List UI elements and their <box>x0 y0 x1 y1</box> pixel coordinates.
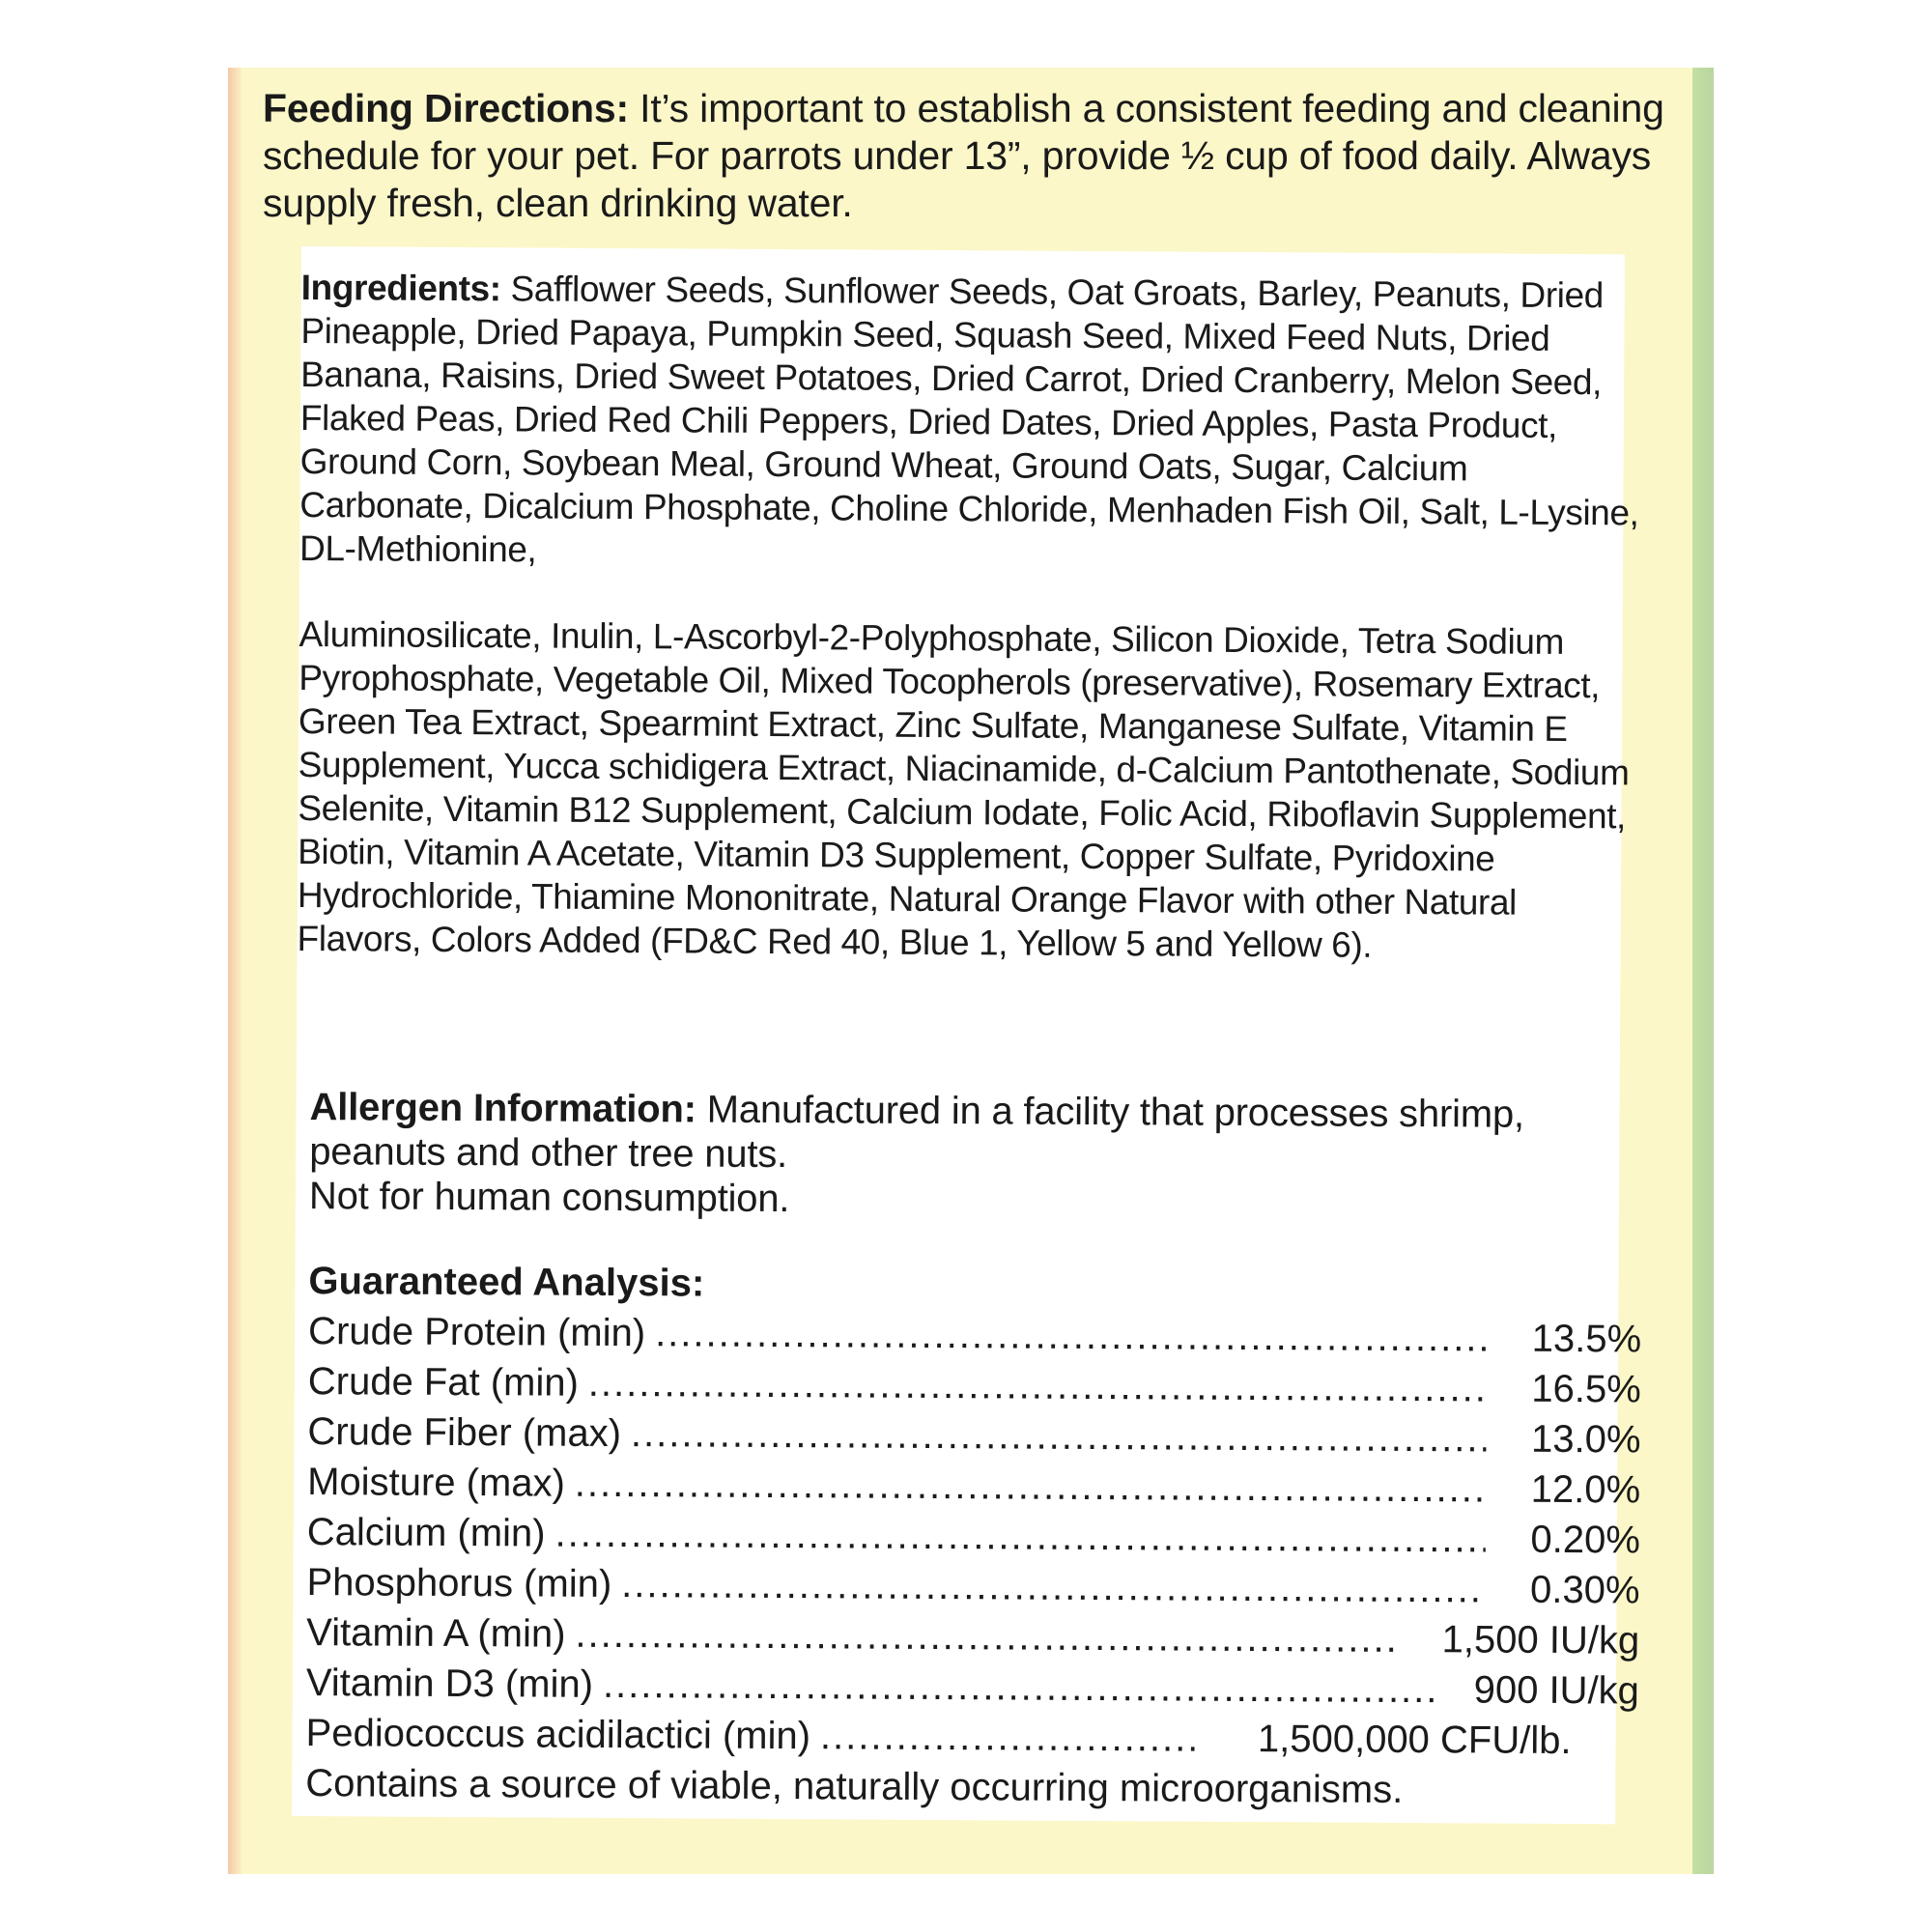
analysis-row <box>305 1708 1571 1766</box>
allergen-section <box>309 1085 1566 1226</box>
analysis-value: 0.20% <box>1530 1518 1640 1562</box>
ingredients-text-1: Safflower Seeds, Sunflower Seeds, Oat Groats, Barley, Peanuts, Dried Pineapple, Dried Papaya, Pumpkin Seed, Squash Seed, Mixed Feed Nuts, Dried Banana, Raisins, Dried Sweet Potatoes, Dried Carrot, Dried Cranberry, Melon Seed, Flaked Peas, Dried Red Chili Peppers, Dried Dates, Dried Apples, Pasta Product, Ground Corn, Soybean Meal, Ground Wheat, Ground Oats, Sugar, Calcium Carbonate, Dicalcium Phosphate, Choline Chloride, Menhaden Fish Oil, Salt, L-Lysine, DL-Methionine, <box>298 269 1639 570</box>
allergen-note: Not for human consumption. <box>308 1175 790 1221</box>
analysis-label: Vitamin D3 (min) <box>305 1662 594 1706</box>
allergen-text: Manufactured in a facility that processes shrimp, peanuts and other tree nuts. <box>309 1088 1524 1177</box>
analysis-label: Calcium (min) <box>306 1511 546 1555</box>
analysis-value: 16.5% <box>1531 1367 1641 1411</box>
analysis-label: Crude Fiber (max) <box>307 1410 622 1456</box>
analysis-label: Pediococcus acidilactici (min) <box>305 1712 811 1758</box>
dot-leader <box>603 1660 1436 1715</box>
feeding-directions <box>263 85 1712 227</box>
analysis-value: 900 IU/kg <box>1473 1668 1640 1713</box>
analysis-heading: Guaranteed Analysis: <box>308 1260 705 1305</box>
analysis-label: Phosphorus (min) <box>306 1561 612 1605</box>
allergen-paragraph <box>309 1085 1566 1181</box>
dot-leader <box>575 1609 1398 1664</box>
analysis-row <box>307 1406 1640 1464</box>
dot-leader <box>655 1308 1487 1363</box>
info-box <box>292 246 1642 1824</box>
analysis-label: Moisture (max) <box>307 1461 566 1505</box>
feeding-heading: Feeding Directions: <box>263 86 629 130</box>
ingredients-text-2: Aluminosilicate, Inulin, L-Ascorbyl-2-Polyphosphate, Silicon Dioxide, Tetra Sodium Pyrophosphate, Vegetable Oil, Mixed Tocopherols (preservative), Rosemary Extract, Green Tea Extract, Spearmint Extract, Zinc Sulfate, Manganese Sulfate, Vitamin E Supplement, Yucca schidigera Extract, Niacinamide, d-Calcium Pantothenate, Sodium Selenite, Vitamin B12 Supplement, Calcium Iodate, Folic Acid, Riboflavin Supplement, Biotin, Vitamin A Acetate, Vitamin D3 Supplement, Copper Sulfate, Pyridoxine Hydrochloride, Thiamine Mononitrate, Natural Orange Flavor with other Natural Flavors, Colors Added (FD&C Red 40, Blue 1, Yellow 5 and Yellow 6). <box>297 613 1630 965</box>
analysis-row <box>306 1658 1639 1716</box>
ingredients-section <box>297 266 1643 968</box>
dot-leader <box>820 1711 1195 1763</box>
analysis-value: 13.5% <box>1531 1317 1642 1361</box>
dot-leader <box>554 1509 1486 1565</box>
dot-leader <box>631 1408 1487 1463</box>
analysis-row <box>307 1457 1640 1515</box>
feeding-text: It’s important to establish a consistent feeding and cleaning schedule for your pet. For parrots under 13”, provide ½ cup of food daily. Always supply fresh, clean drinking water. <box>263 86 1664 225</box>
ingredients-heading: Ingredients: <box>300 267 501 309</box>
analysis-row <box>306 1607 1639 1665</box>
analysis-value: 1,500,000 CFU/lb. <box>1257 1718 1572 1763</box>
dot-leader <box>575 1459 1487 1515</box>
allergen-heading: Allergen Information: <box>309 1086 696 1131</box>
analysis-value: 1,500 IU/kg <box>1441 1618 1640 1662</box>
analysis-footnote: Contains a source of viable, naturally occurring microorganisms. <box>305 1762 1404 1811</box>
dot-leader <box>588 1358 1487 1414</box>
analysis-label: Vitamin A (min) <box>306 1611 566 1656</box>
analysis-value: 12.0% <box>1530 1467 1641 1512</box>
analysis-label: Crude Fat (min) <box>307 1360 580 1405</box>
ingredients-paragraph-1 <box>299 266 1644 578</box>
analysis-value: 13.0% <box>1530 1417 1641 1462</box>
analysis-value: 0.30% <box>1529 1568 1640 1612</box>
analysis-row <box>308 1356 1641 1414</box>
dot-leader <box>621 1559 1486 1614</box>
analysis-row <box>306 1557 1639 1615</box>
analysis-row <box>308 1306 1641 1364</box>
analysis-row <box>307 1507 1640 1565</box>
analysis-label: Crude Protein (min) <box>308 1310 646 1355</box>
guaranteed-analysis <box>305 1256 1641 1816</box>
